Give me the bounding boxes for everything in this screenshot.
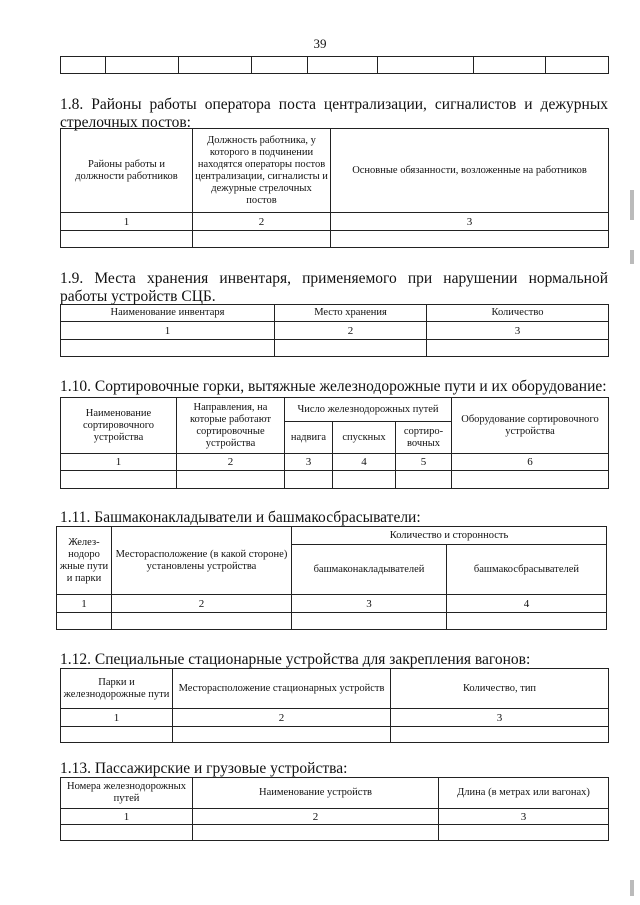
section-1-13-table [60,777,609,841]
header-sorting-tracks: сортиро-вочных [396,422,452,454]
section-1-8-table [60,128,609,248]
col-number: 3 [331,213,609,231]
col-number: 1 [57,595,112,613]
col-number: 5 [396,454,452,471]
header-shoe-droppers: башмакосбрасывателей [447,545,607,595]
header-storage-place: Место хранения [275,305,427,322]
col-number: 1 [61,809,193,825]
col-number: 4 [333,454,396,471]
header-push-tracks: надвига [285,422,333,454]
section-1-11-table [56,526,607,630]
header-work-areas: Районы работы и должности работников [61,129,193,213]
col-number: 3 [391,709,609,727]
header-location: Месторасположение (в какой стороне) установлены устройства [112,527,292,595]
header-sorting-device-name: Наименование сортировочного устройства [61,398,177,454]
col-number: 2 [112,595,292,613]
col-number: 1 [61,454,177,471]
section-1-8-title: 1.8. Районы работы оператора поста централизации, сигналистов и дежурных стрелочных постов: [60,96,608,131]
col-number: 6 [452,454,609,471]
section-1-10-title: 1.10. Сортировочные горки, вытяжные железнодорожные пути и их оборудование: [60,378,607,395]
header-track-numbers: Номера железнодорожных путей [61,778,193,809]
col-number: 2 [275,322,427,340]
col-number: 1 [61,213,193,231]
header-shoe-placers: башмаконакладывателей [292,545,447,595]
col-number: 4 [447,595,607,613]
section-1-13-title: 1.13. Пассажирские и грузовые устройства: [60,760,348,777]
header-directions: Направления, на которые работают сортировочные устройства [177,398,285,454]
col-number: 2 [177,454,285,471]
header-quantity-type: Количество, тип [391,669,609,709]
section-1-12-table [60,668,609,743]
section-1-10-table [60,397,609,489]
col-number: 3 [439,809,609,825]
scan-edge-mark [630,190,634,220]
col-number: 1 [61,709,173,727]
header-track-count: Число железнодорожных путей [285,398,452,422]
header-parks-tracks: Парки и железнодорожные пути [61,669,173,709]
header-tracks-parks: Желез-нодоро жные пути и парки [57,527,112,595]
header-main-duties: Основные обязанности, возложенные на работников [331,129,609,213]
header-supervisor-position: Должность работника, у которого в подчинении находятся операторы постов централизации, сигналисты и дежурные стрелочных постов [193,129,331,213]
header-quantity: Количество [427,305,609,322]
col-number: 3 [292,595,447,613]
col-number: 2 [193,213,331,231]
header-count-sides: Количество и сторонность [292,527,607,545]
carryover-table [60,56,609,74]
col-number: 2 [193,809,439,825]
header-device-name: Наименование устройств [193,778,439,809]
section-1-11-title: 1.11. Башмаконакладыватели и башмакосбрасыватели: [60,509,421,526]
header-device-location: Месторасположение стационарных устройств [173,669,391,709]
col-number: 3 [285,454,333,471]
section-1-9-title: 1.9. Места хранения инвентаря, применяемого при нарушении нормальной работы устройств СЦБ. [60,270,608,305]
section-1-9-table [60,304,609,357]
header-equipment: Оборудование сортировочного устройства [452,398,609,454]
section-1-12-title: 1.12. Специальные стационарные устройства для закрепления вагонов: [60,651,531,668]
header-inventory-name: Наименование инвентаря [61,305,275,322]
col-number: 1 [61,322,275,340]
header-length: Длина (в метрах или вагонах) [439,778,609,809]
scan-edge-mark [630,250,634,264]
col-number: 3 [427,322,609,340]
header-descent-tracks: спускных [333,422,396,454]
scan-edge-mark [630,880,634,896]
page-number: 39 [313,36,327,51]
col-number: 2 [173,709,391,727]
